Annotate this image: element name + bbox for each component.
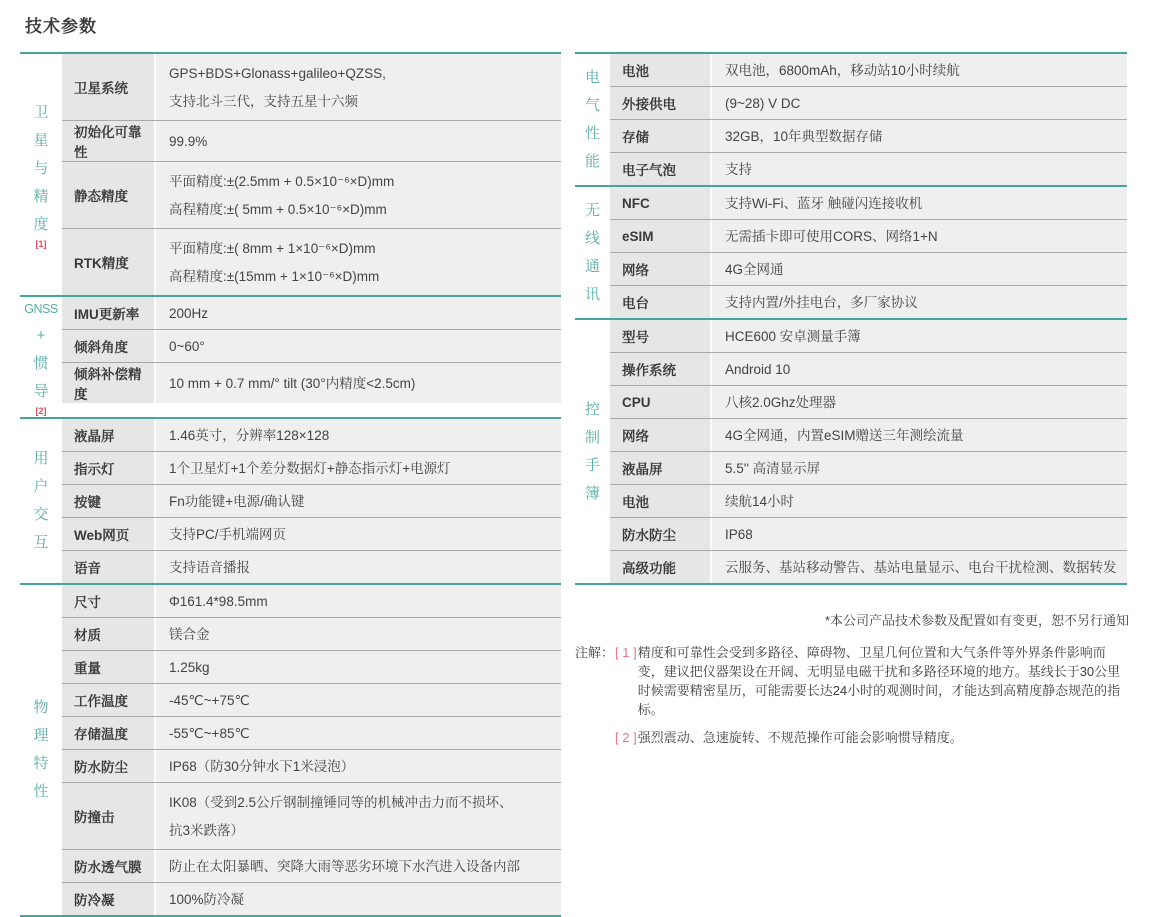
spec-value: [712, 54, 1127, 86]
spec-name: 外接供电: [610, 87, 712, 119]
spec-value: [712, 187, 1127, 219]
spec-section: [575, 185, 1127, 318]
spec-row: [62, 617, 561, 650]
spec-name: 初始化可靠性: [62, 121, 156, 161]
spec-row: [610, 252, 1127, 285]
spec-row: [610, 54, 1127, 86]
spec-name: 静态精度: [62, 162, 156, 228]
spec-section: [575, 318, 1127, 583]
value-line: 支持: [725, 161, 752, 177]
value-line: 32GB，10年典型数据存储: [725, 128, 883, 144]
category-ref: [1]: [35, 239, 47, 249]
footnote-2: [575, 728, 1129, 747]
spec-value: [156, 485, 561, 517]
spec-name: 防水防尘: [610, 518, 712, 550]
spec-value: [712, 386, 1127, 418]
spec-value: [156, 850, 561, 882]
spec-value: [156, 121, 561, 161]
category-char: 线: [584, 229, 600, 247]
spec-row: [62, 297, 561, 329]
spec-value: [156, 750, 561, 782]
spec-name: 防冷凝: [62, 883, 156, 915]
value-line: 抗3米跌落）: [169, 822, 245, 838]
spec-row: [610, 517, 1127, 550]
value-line: 续航14小时: [725, 493, 795, 509]
spec-name: 电池: [610, 485, 712, 517]
value-line: -45℃~+75℃: [169, 692, 250, 708]
spec-name: 存储温度: [62, 717, 156, 749]
spec-name: 重量: [62, 651, 156, 683]
spec-value: [156, 518, 561, 550]
spec-row: [610, 152, 1127, 185]
spec-row: [610, 187, 1127, 219]
category-char: 讯: [584, 285, 600, 303]
category-label: [575, 54, 610, 185]
category-char: 性: [33, 783, 49, 800]
section-rows: [610, 320, 1127, 583]
value-line: 200Hz: [169, 305, 209, 321]
spec-value: [156, 717, 561, 749]
category-char: 星: [33, 132, 49, 149]
spec-name: 存储: [610, 120, 712, 152]
spec-name: 倾斜角度: [62, 330, 156, 362]
value-line: 4G全网通，内置eSIM赠送三年测绘流量: [725, 427, 964, 443]
spec-value: [156, 363, 561, 403]
spec-section: [575, 52, 1127, 185]
spec-row: [62, 484, 561, 517]
spec-name: 网络: [610, 419, 712, 451]
spec-table-right: [575, 52, 1127, 585]
value-line: 10 mm + 0.7 mm/° tilt (30°内精度<2.5cm): [169, 375, 416, 391]
spec-row: [62, 650, 561, 683]
footnote-ref-2: [ 2 ]: [615, 730, 637, 745]
section-rows: [62, 585, 561, 915]
spec-row: [62, 517, 561, 550]
spec-value: [156, 618, 561, 650]
section-rows: [62, 419, 561, 583]
category-char: 惯: [33, 355, 49, 372]
spec-name: 电台: [610, 286, 712, 318]
value-line: 1个卫星灯+1个差分数据灯+静态指示灯+电源灯: [169, 460, 451, 476]
spec-section: [20, 583, 561, 915]
category-char: 户: [33, 478, 49, 495]
category-char: 手: [584, 456, 600, 474]
category-char: 精: [33, 188, 49, 205]
section-rows: [610, 54, 1127, 185]
value-line: 高程精度:±( 5mm + 0.5×10⁻⁶×D)mm: [169, 201, 387, 217]
value-line: 防止在太阳暴晒、突降大雨等恶劣环境下水汽进入设备内部: [169, 858, 520, 874]
spec-row: [62, 683, 561, 716]
value-line: 支持Wi-Fi、蓝牙 触碰闪连接收机: [725, 195, 923, 211]
spec-name: 操作系统: [610, 353, 712, 385]
category-char: 互: [33, 534, 49, 551]
value-line: 支持北斗三代，支持五星十六频: [169, 93, 358, 109]
spec-row: [610, 550, 1127, 583]
spec-name: 指示灯: [62, 452, 156, 484]
category-char: 能: [584, 152, 600, 170]
spec-row: [62, 120, 561, 161]
spec-name: 网络: [610, 253, 712, 285]
spec-row: [62, 849, 561, 882]
value-line: 高程精度:±(15mm + 1×10⁻⁶×D)mm: [169, 268, 380, 284]
category-char: 簿: [584, 484, 600, 502]
spec-row: [62, 419, 561, 451]
value-line: 支持内置/外挂电台，多厂家协议: [725, 294, 918, 310]
value-line: GPS+BDS+Glonass+galileo+QZSS,: [169, 65, 386, 81]
category-char: 制: [584, 428, 600, 446]
category-ref: [2]: [35, 406, 47, 416]
spec-value: [156, 162, 561, 228]
category-char: 电: [584, 68, 600, 86]
value-line: 支持PC/手机端网页: [169, 526, 287, 542]
category-char: 控: [584, 400, 600, 418]
value-line: 4G全网通: [725, 261, 784, 277]
category-char: 性: [584, 124, 600, 142]
spec-table-left: [20, 52, 561, 917]
value-line: IP68: [725, 526, 753, 542]
value-line: 99.9%: [169, 133, 208, 149]
spec-value: [712, 419, 1127, 451]
category-char: 理: [33, 727, 49, 744]
page-title: 技术参数: [25, 17, 97, 36]
spec-name: 型号: [610, 320, 712, 352]
spec-name: Web网页: [62, 518, 156, 550]
value-line: 无需插卡即可使用CORS、网络1+N: [725, 228, 938, 244]
value-line: 1.25kg: [169, 659, 210, 675]
spec-value: [156, 651, 561, 683]
spec-row: [610, 451, 1127, 484]
spec-value: [156, 229, 561, 295]
category-label: [20, 54, 62, 295]
value-line: 0~60°: [169, 338, 205, 354]
spec-row: [62, 329, 561, 362]
spec-value: [712, 518, 1127, 550]
value-line: Android 10: [725, 361, 791, 377]
spec-row: [610, 219, 1127, 252]
category-char: 物: [33, 699, 49, 716]
spec-section: [20, 417, 561, 583]
footnote-text-2: 强烈震动、急速旋转、不规范操作可能会影响惯导精度。: [637, 730, 963, 745]
spec-name: CPU: [610, 386, 712, 418]
category-char: 通: [584, 257, 600, 275]
value-line: 5.5'' 高清显示屏: [725, 460, 821, 476]
spec-row: [610, 86, 1127, 119]
spec-row: [62, 362, 561, 403]
category-char: 度: [33, 216, 49, 233]
spec-name: 防水防尘: [62, 750, 156, 782]
spec-row: [62, 451, 561, 484]
section-rows: [62, 54, 561, 295]
category-label: [20, 585, 62, 915]
spec-row: [610, 484, 1127, 517]
category-char: 导: [33, 383, 49, 400]
value-line: Φ161.4*98.5mm: [169, 593, 268, 609]
spec-row: [610, 385, 1127, 418]
spec-name: 高级功能: [610, 551, 712, 583]
spec-value: [712, 353, 1127, 385]
spec-name: NFC: [610, 187, 712, 219]
category-char: 卫: [33, 104, 49, 121]
spec-name: 防水透气膜: [62, 850, 156, 882]
spec-value: [712, 485, 1127, 517]
value-line: HCE600 安卓测量手簿: [725, 328, 861, 344]
spec-name: 防撞击: [62, 783, 156, 849]
spec-name: 卫星系统: [62, 54, 156, 120]
value-line: Fn功能键+电源/确认键: [169, 493, 305, 509]
value-line: 双电池，6800mAh，移动站10小时续航: [725, 62, 960, 78]
spec-row: [610, 320, 1127, 352]
notes-label: 注解：: [575, 645, 615, 660]
spec-row: [610, 119, 1127, 152]
spec-row: [610, 352, 1127, 385]
category-char: 与: [33, 160, 49, 177]
notes-section: [575, 612, 1129, 756]
spec-value: [712, 120, 1127, 152]
value-line: 镁合金: [169, 626, 210, 642]
footnote-text-1: 精度和可靠性会受到多路径、障碍物、卫星几何位置和大气条件等外界条件影响而变，建议把仪器架设在开阔、无明显电磁干扰和多路径环境的地方。基线长于30公里时候需要精密星历，可能需要长达24小时的观测时间，才能达到高精度静态规范的指标。: [637, 645, 1121, 717]
spec-name: 材质: [62, 618, 156, 650]
category-char: +: [36, 327, 46, 344]
spec-name: RTK精度: [62, 229, 156, 295]
value-line: 八核2.0Ghz处理器: [725, 394, 837, 410]
value-line: 100%防冷凝: [169, 891, 245, 907]
spec-row: [62, 54, 561, 120]
spec-value: [712, 87, 1127, 119]
spec-row: [62, 550, 561, 583]
spec-value: [712, 286, 1127, 318]
spec-row: [610, 418, 1127, 451]
spec-value: [712, 220, 1127, 252]
spec-section: [20, 52, 561, 295]
spec-section: [20, 295, 561, 417]
spec-name: 工作温度: [62, 684, 156, 716]
footnote-ref-1: [ 1 ]: [615, 645, 637, 660]
spec-value: [156, 684, 561, 716]
spec-name: 按键: [62, 485, 156, 517]
footnote-1: [575, 643, 1129, 719]
category-label: [575, 320, 610, 583]
spec-row: [62, 585, 561, 617]
spec-name: 语音: [62, 551, 156, 583]
spec-name: 倾斜补偿精度: [62, 363, 156, 403]
spec-value: [712, 551, 1127, 583]
value-line: 平面精度:±( 8mm + 1×10⁻⁶×D)mm: [169, 240, 376, 256]
spec-value: [156, 54, 561, 120]
spec-value: [712, 320, 1127, 352]
spec-name: 液晶屏: [62, 419, 156, 451]
category-label: [20, 419, 62, 583]
category-label: [575, 187, 610, 318]
spec-value: [156, 452, 561, 484]
spec-row: [62, 882, 561, 915]
spec-value: [156, 783, 561, 849]
value-line: 支持语音播报: [169, 559, 250, 575]
spec-row: [62, 161, 561, 228]
spec-name: 尺寸: [62, 585, 156, 617]
value-line: IK08（受到2.5公斤钢制撞锤同等的机械冲击力而不损坏、: [169, 794, 513, 810]
value-line: 平面精度:±(2.5mm + 0.5×10⁻⁶×D)mm: [169, 173, 395, 189]
spec-name: IMU更新率: [62, 297, 156, 329]
category-label: [20, 297, 62, 417]
category-char: 气: [584, 96, 600, 114]
spec-value: [156, 419, 561, 451]
spec-value: [156, 551, 561, 583]
spec-value: [156, 585, 561, 617]
category-char: 特: [33, 755, 49, 772]
spec-value: [712, 452, 1127, 484]
value-line: -55℃~+85℃: [169, 725, 250, 741]
spec-value: [156, 883, 561, 915]
disclaimer-note: *本公司产品技术参数及配置如有变更，恕不另行通知: [824, 613, 1129, 628]
section-rows: [610, 187, 1127, 318]
spec-row: [62, 782, 561, 849]
category-char: 交: [33, 506, 49, 523]
spec-name: 液晶屏: [610, 452, 712, 484]
category-char: GNSS: [24, 302, 58, 316]
value-line: 1.46英寸，分辨率128×128: [169, 427, 330, 443]
spec-row: [610, 285, 1127, 318]
spec-value: [712, 153, 1127, 185]
value-line: (9~28) V DC: [725, 95, 801, 111]
value-line: IP68（防30分钟水下1米浸泡）: [169, 758, 355, 774]
section-rows: [62, 297, 561, 417]
value-line: 云服务、基站移动警告、基站电量显示、电台干扰检测、数据转发: [725, 559, 1117, 575]
category-char: 无: [584, 201, 600, 219]
spec-name: 电子气泡: [610, 153, 712, 185]
spec-row: [62, 228, 561, 295]
spec-row: [62, 749, 561, 782]
spec-name: eSIM: [610, 220, 712, 252]
category-char: 用: [33, 450, 49, 467]
spec-value: [156, 330, 561, 362]
spec-name: 电池: [610, 54, 712, 86]
spec-value: [156, 297, 561, 329]
spec-value: [712, 253, 1127, 285]
spec-row: [62, 716, 561, 749]
